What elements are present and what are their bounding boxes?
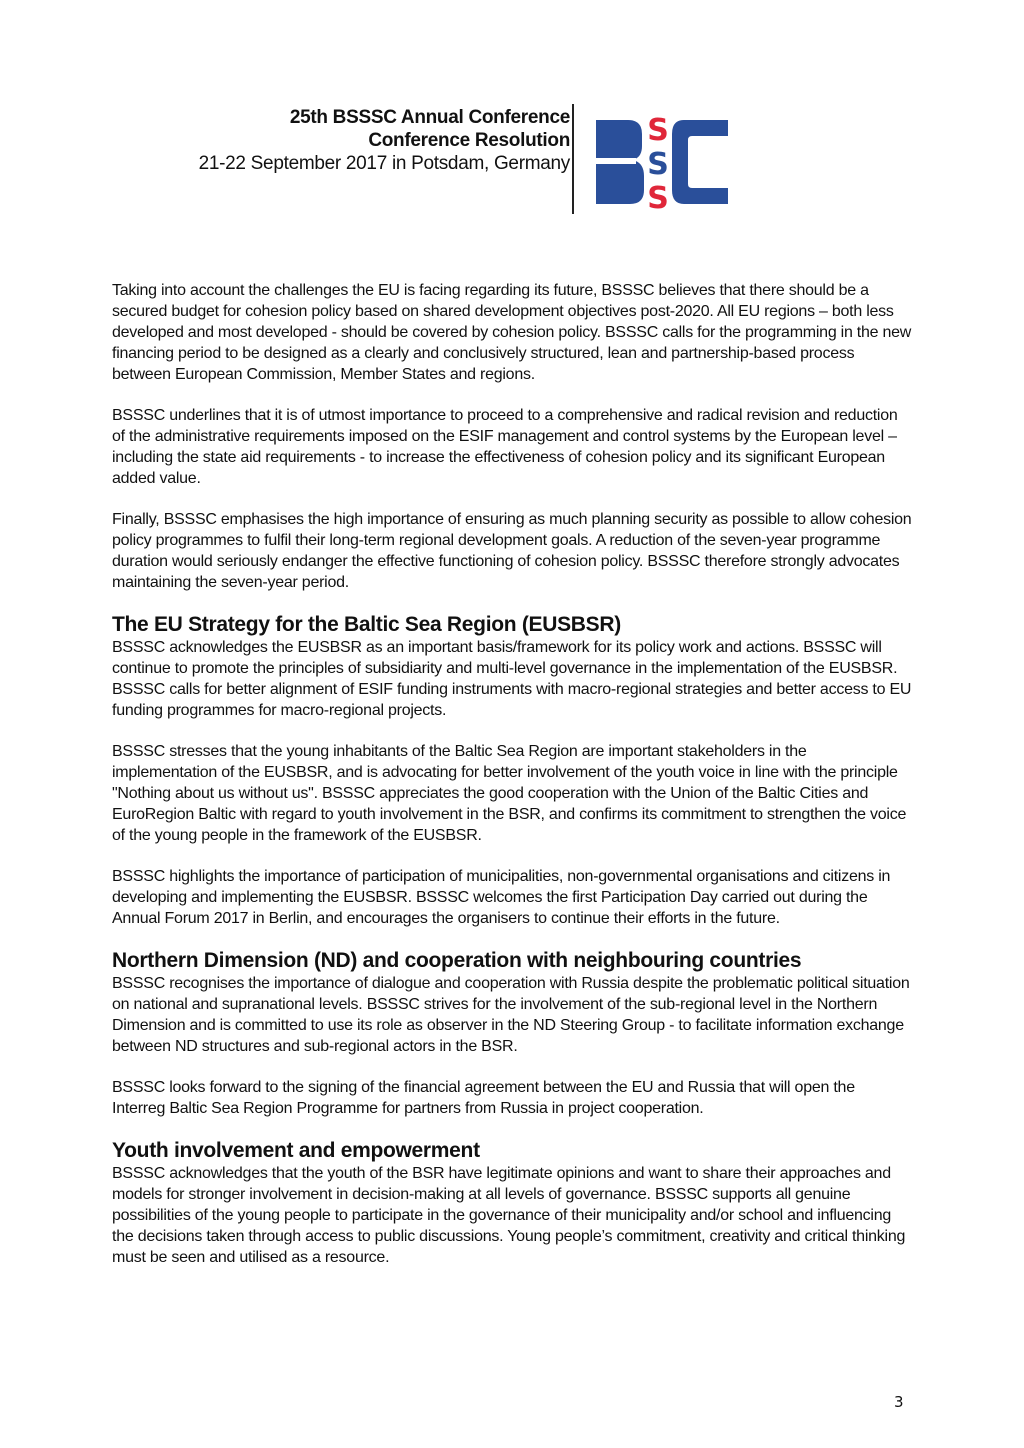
resolution-title: Conference Resolution [368,130,570,151]
bsssc-logo-icon [592,110,732,214]
paragraph-nd-russia: BSSSC recognises the importance of dialogue and cooperation with Russia despite the problematic political situation on national and supranational levels. BSSSC strives for the involvement of the sub-regional level in the Northern Dimension and is committed to use its role as observer in the ND Steering Group - to facilitate information exchange between ND structures and sub-regional actors in the BSR. [112,975,910,1055]
paragraph-cohesion-budget: Taking into account the challenges the EU is facing regarding its future, BSSSC believes that there should be a secured budget for cohesion policy based on shared development objectives post-2020. All EU regions – both less developed and most developed - should be covered by cohesion policy. BSSSC calls for the programming in the new financing period to be designed as a clearly and conclusively structured, lean and partnership-based process between European Commission, Member States and regions. [112,282,912,383]
conference-date-location: 21-22 September 2017 in Potsdam, Germany [198,153,570,174]
paragraph-eusbsr-youth: BSSSC stresses that the young inhabitants of the Baltic Sea Region are important stakeholders in the implementation of the EUSBSR, and is advocating for better involvement of the youth voice in line with the principle "Nothing about us without us". BSSSC appreciates the good cooperation with the Union of the Baltic Cities and EuroRegion Baltic with regard to youth involvement in the BSR, and confirms its commitment to strengthen the voice of the young people in the framework of the EUSBSR. [112,743,907,844]
heading-northern-dimension: Northern Dimension (ND) and cooperation with neighbouring countries [112,949,802,972]
paragraph-eusbsr-framework: BSSSC acknowledges the EUSBSR as an important basis/framework for its policy work and actions. BSSSC will continue to promote the principles of subsidiarity and multi-level governance in the implementation of the EUSBSR. BSSSC calls for better alignment of ESIF funding instruments with macro-regional strategies and better access to EU funding programmes for macro-regional projects. [112,639,912,719]
logo-s-middle: S [647,147,669,182]
paragraph-youth-involvement: BSSSC acknowledges that the youth of the BSR have legitimate opinions and want to share their approaches and models for stronger involvement in decision-making at all levels of governance. BSSSC supports all genuine possibilities of the young people to participate in the governance of their municipality and/or school and influencing the decisions taken through access to public discussions. Young people’s commitment, creativity and critical thinking must be seen and utilised as a resource. [112,1165,906,1266]
paragraph-administrative-reduction: BSSSC underlines that it is of utmost importance to proceed to a comprehensive and radical revision and reduction of the administrative requirements imposed on the ESIF management and control systems by the European level – including the state aid requirements - to increase the effectiveness of cohesion policy and its significant European added value. [112,407,898,487]
paragraph-eusbsr-participation: BSSSC highlights the importance of participation of municipalities, non-governmental organisations and citizens in developing and implementing the EUSBSR. BSSSC welcomes the first Participation Day carried out during the Annual Forum 2017 in Berlin, and encourages the organisers to continue their efforts in the future. [112,868,891,927]
header-divider [572,104,574,214]
heading-youth: Youth involvement and empowerment [112,1139,480,1162]
paragraph-planning-security: Finally, BSSSC emphasises the high importance of ensuring as much planning security as possible to allow cohesion policy programmes to fulfil their long-term regional development goals. A reduction of the seven-year programme duration would seriously endanger the effective functioning of cohesion policy. BSSSC therefore strongly advocates maintaining the seven-year period. [112,511,912,591]
document-header [150,106,570,175]
document-body [112,280,912,1288]
heading-eusbsr: The EU Strategy for the Baltic Sea Region (EUSBSR) [112,613,621,636]
paragraph-nd-interreg: BSSSC looks forward to the signing of the financial agreement between the EU and Russia that will open the Interreg Baltic Sea Region Programme for partners from Russia in project cooperation. [112,1079,855,1117]
conference-title: 25th BSSSC Annual Conference [289,107,570,128]
logo-s-bottom: S [647,181,669,214]
page-number: 3 [894,1393,904,1411]
logo-s-top: S [647,113,669,148]
